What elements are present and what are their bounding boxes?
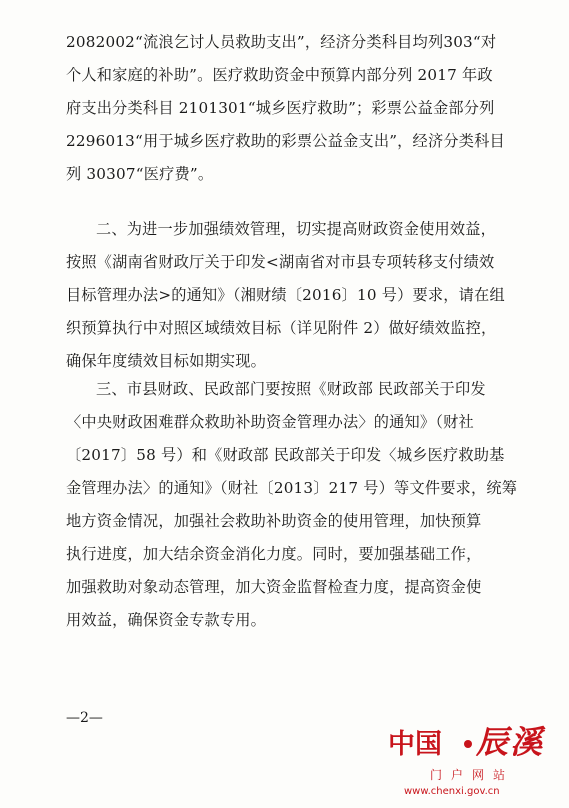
text-line: 用效益，确保资金专款专用。 bbox=[66, 611, 267, 629]
paragraph-performance-management bbox=[66, 213, 516, 378]
watermark-title-right: 辰溪 bbox=[476, 723, 545, 761]
text-line: 〔2017〕58 号）和《财政部 民政部关于印发〈城乡医疗救助基 bbox=[66, 446, 505, 464]
text-line: 2082002“流浪乞讨人员救助支出”，经济分类科目均列303“对 bbox=[66, 33, 497, 51]
text-line: 执行进度，加大结余资金消化力度。同时，要加强基础工作， bbox=[66, 545, 482, 563]
text-line: 三、市县财政、民政部门要按照《财政部 民政部关于印发 bbox=[96, 380, 486, 398]
text-line: 个人和家庭的补助”。医疗救助资金中预算内部分列 2017 年政 bbox=[66, 66, 493, 84]
text-line: 府支出分类科目 2101301“城乡医疗救助”；彩票公益金部分列 bbox=[66, 99, 495, 117]
text-line: 目标管理办法>的通知》（湘财绩〔2016〕10 号）要求，请在组 bbox=[66, 286, 505, 304]
watermark-title-left: 中国 bbox=[388, 729, 442, 760]
watermark-url: www.chenxi.gov.cn bbox=[404, 786, 500, 797]
text-line: 确保年度绩效目标如期实现。 bbox=[66, 352, 267, 370]
text-line: 〈中央财政困难群众救助补助资金管理办法〉的通知》（财社 bbox=[66, 413, 474, 431]
text-line: 地方资金情况，加强社会救助补助资金的使用管理，加快预算 bbox=[66, 512, 482, 530]
page-number: —2— bbox=[66, 710, 103, 726]
text-line: 按照《湖南省财政厅关于印发<湖南省对市县专项转移支付绩效 bbox=[66, 253, 495, 271]
paragraph-budget-classification bbox=[66, 26, 516, 191]
text-line: 金管理办法〉的通知》（财社〔2013〕217 号）等文件要求，统筹 bbox=[66, 479, 518, 497]
paragraph-fund-management bbox=[66, 373, 516, 637]
site-watermark-logo bbox=[388, 720, 558, 804]
watermark-subtitle: 门户网站 bbox=[430, 768, 515, 782]
text-line: 列 30307“医疗费”。 bbox=[66, 165, 214, 183]
text-line: 织预算执行中对照区域绩效目标（详见附件 2）做好绩效监控， bbox=[66, 319, 497, 337]
text-line: 二、为进一步加强绩效管理，切实提高财政资金使用效益， bbox=[96, 220, 497, 238]
watermark-dot-icon bbox=[464, 740, 472, 748]
watermark-title bbox=[388, 720, 558, 766]
text-line: 2296013“用于城乡医疗救助的彩票公益金支出”，经济分类科目 bbox=[66, 132, 505, 150]
text-line: 加强救助对象动态管理，加大资金监督检查力度，提高资金使 bbox=[66, 578, 482, 596]
